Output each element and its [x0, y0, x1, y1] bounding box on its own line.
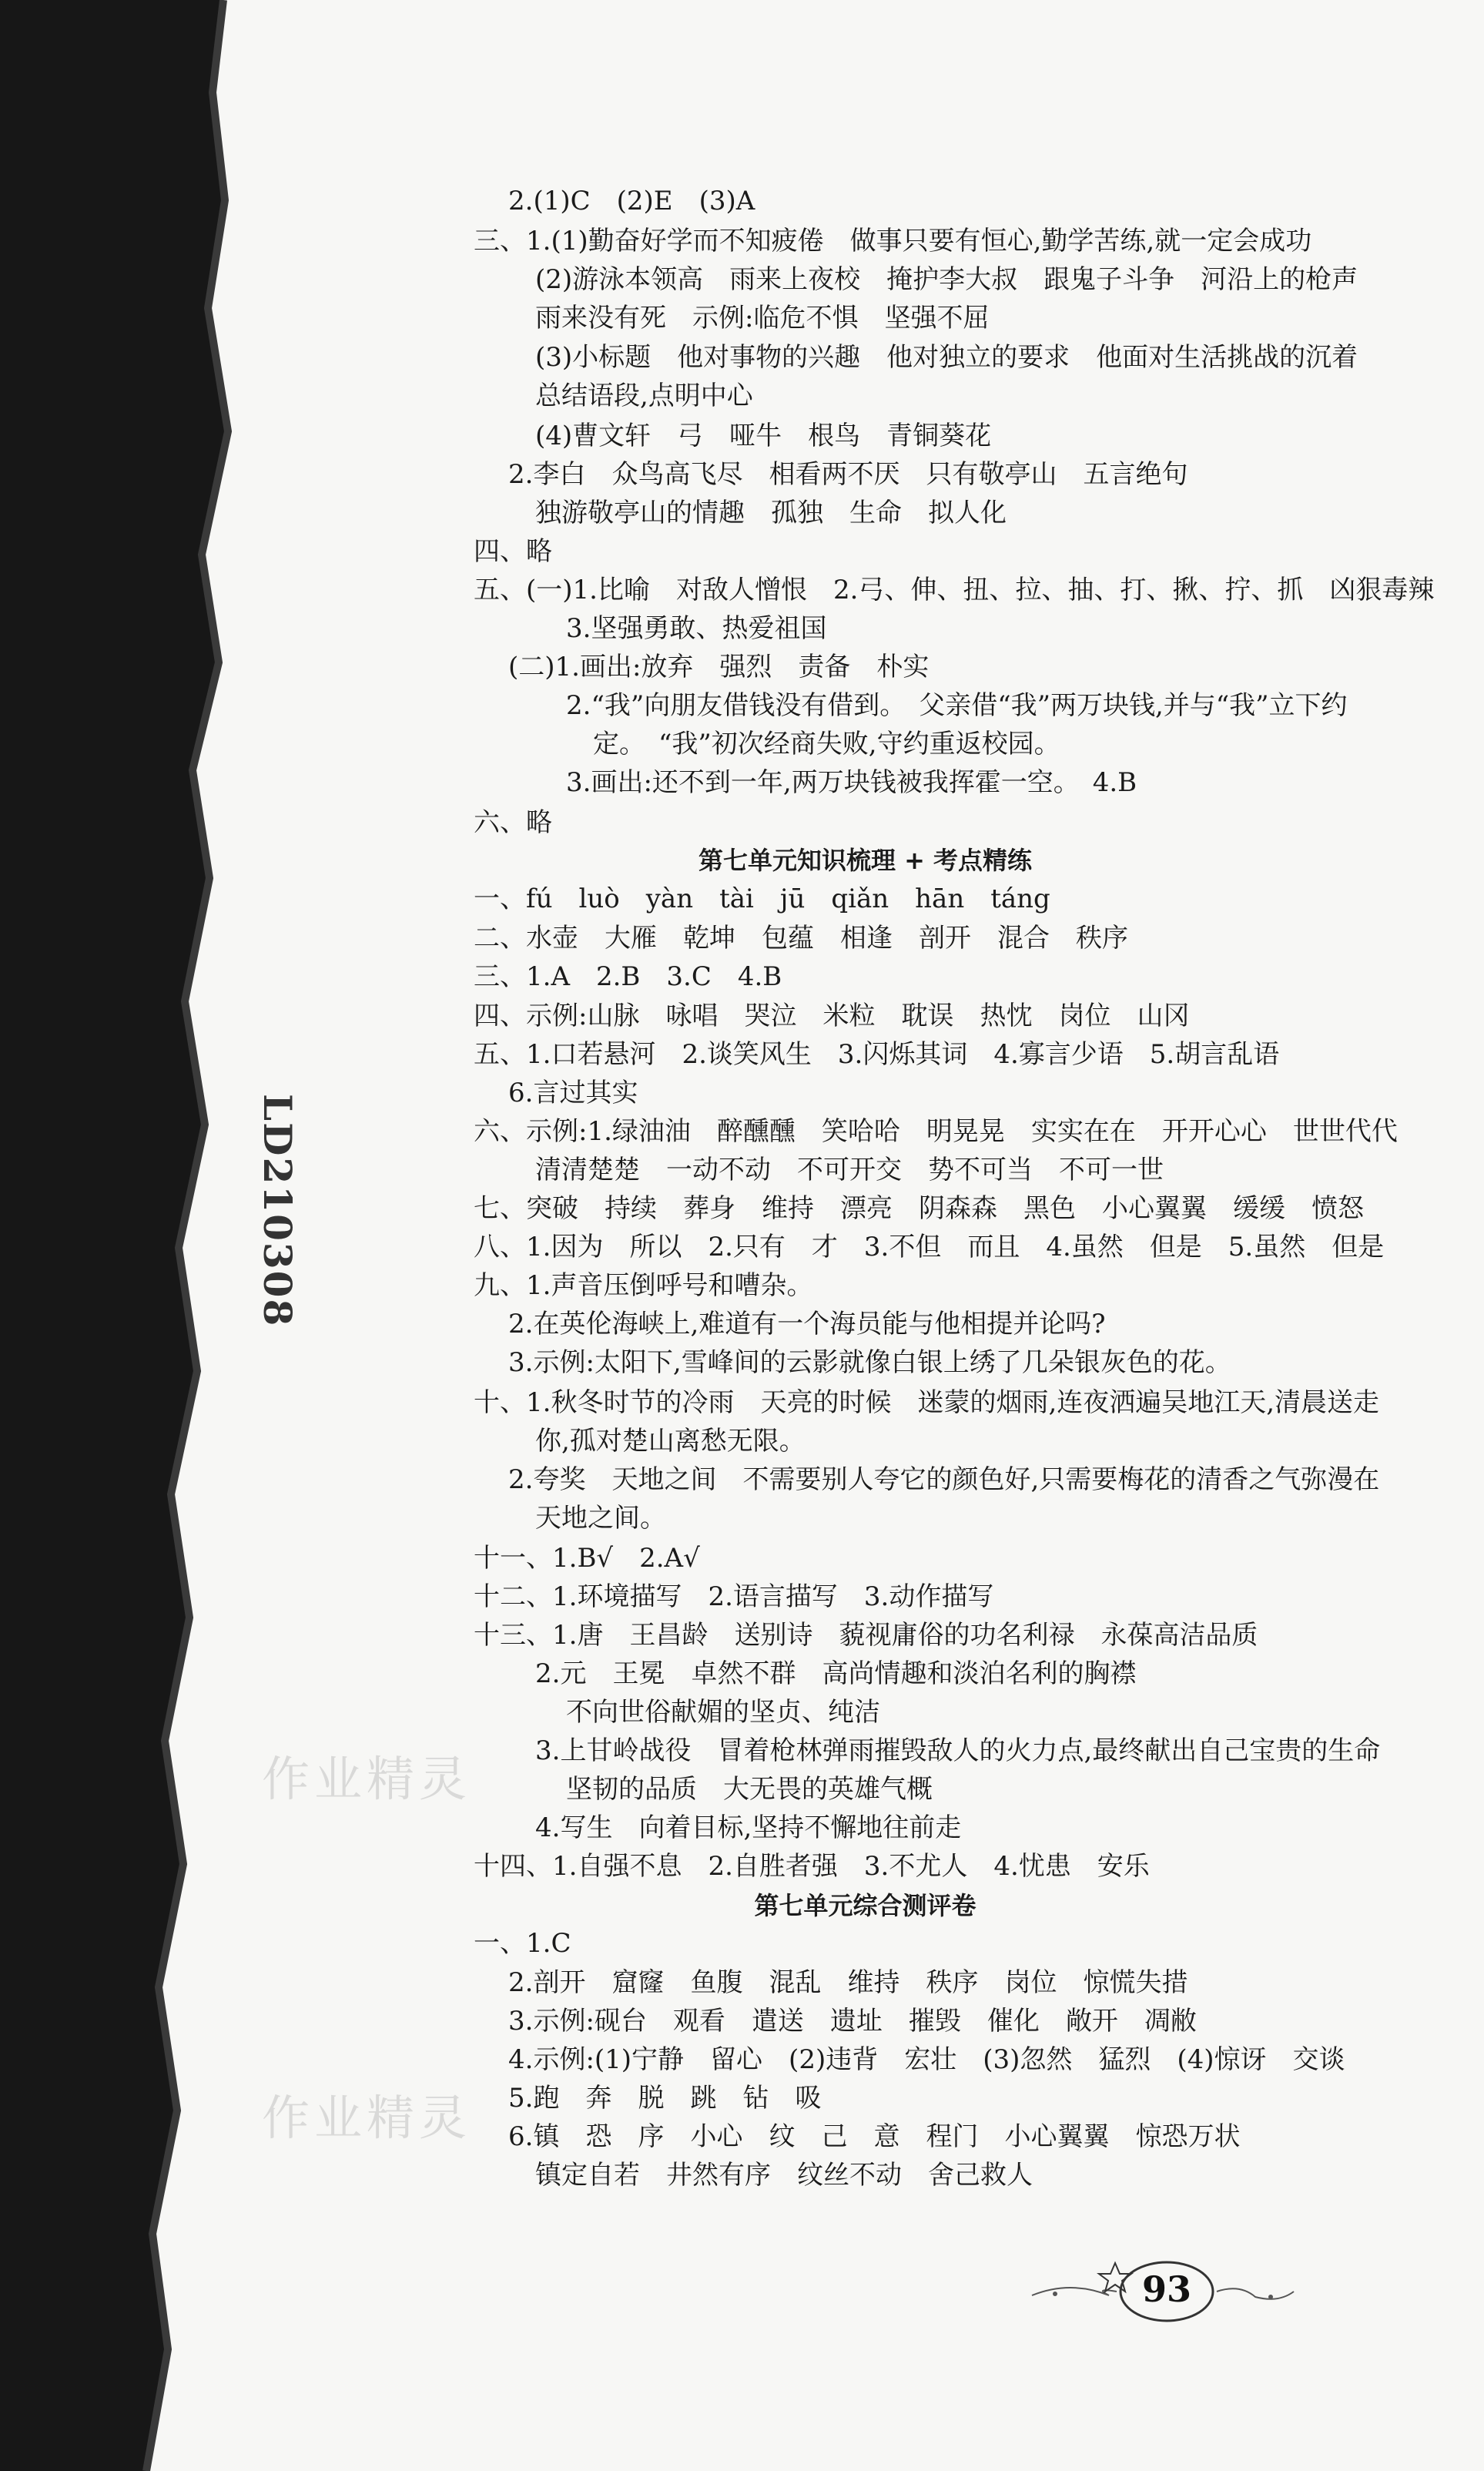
answer-line: 八、1.因为 所以 2.只有 才 3.不但 而且 4.虽然 但是 5.虽然 但是	[474, 1232, 1385, 1262]
watermark: 作业精灵	[262, 1751, 472, 1807]
answer-line: 十一、1.B√ 2.A√	[474, 1543, 700, 1574]
answer-line: 2.(1)C (2)E (3)A	[508, 186, 755, 216]
answer-line: 不向世俗献媚的坚贞、纯洁	[566, 1697, 880, 1728]
answer-line: 一、1.C	[474, 1928, 571, 1959]
answer-line: 你,孤对楚山离愁无限。	[535, 1426, 806, 1457]
answer-line: 2.李白 众鸟高飞尽 相看两不厌 只有敬亭山 五言绝句	[508, 459, 1188, 490]
answer-line: 3.上甘岭战役 冒着枪林弹雨摧毁敌人的火力点,最终献出自己宝贵的生命	[535, 1735, 1381, 1766]
answer-line: 镇定自若 井然有序 纹丝不动 舍己救人	[535, 2160, 1033, 2191]
answer-line: (4)曹文轩 弓 哑牛 根鸟 青铜葵花	[535, 421, 992, 451]
answer-line: 四、示例:山脉 咏唱 哭泣 米粒 耽误 热忱 岗位 山冈	[474, 1001, 1190, 1031]
answer-line: 五、1.口若悬河 2.谈笑风生 3.闪烁其词 4.寡言少语 5.胡言乱语	[474, 1039, 1280, 1070]
answer-line: 六、略	[474, 807, 552, 838]
answer-line: 3.示例:太阳下,雪峰间的云影就像白银上绣了几朵银灰色的花。	[508, 1347, 1231, 1378]
answer-line: 2.剖开 窟窿 鱼腹 混乱 维持 秩序 岗位 惊慌失措	[508, 1967, 1188, 1998]
answer-line: 2.元 王冕 卓然不群 高尚情趣和淡泊名利的胸襟	[535, 1658, 1137, 1689]
answer-line: 三、1.A 2.B 3.C 4.B	[474, 961, 782, 992]
answer-line: 三、1.(1)勤奋好学而不知疲倦 做事只要有恒心,勤学苦练,就一定会成功	[474, 226, 1312, 256]
answer-line: 3.画出:还不到一年,两万块钱被我挥霍一空。 4.B	[566, 767, 1137, 798]
answer-line: 四、略	[474, 536, 552, 567]
answer-line: 总结语段,点明中心	[535, 381, 753, 411]
answer-line: 3.示例:砚台 观看 遣送 遗址 摧毁 催化 敞开 凋敝	[508, 2006, 1197, 2037]
answer-line: (二)1.画出:放弃 强烈 责备 朴实	[508, 652, 930, 682]
answer-line: 雨来没有死 示例:临危不惧 坚强不屈	[535, 303, 990, 334]
side-code: LD210308	[255, 1094, 300, 1328]
torn-binding-edge	[0, 0, 246, 2471]
answer-line: 独游敬亭山的情趣 孤独 生命 拟人化	[535, 498, 1007, 528]
answer-line: 2.在英伦海峡上,难道有一个海员能与他相提并论吗?	[508, 1309, 1106, 1339]
answer-line: 五、(一)1.比喻 对敌人憎恨 2.弓、伸、扭、拉、抽、打、揪、拧、抓 凶狠毒辣	[474, 575, 1435, 605]
answer-line: 七、突破 持续 葬身 维持 漂亮 阴森森 黑色 小心翼翼 缓缓 愤怒	[474, 1193, 1364, 1224]
answer-line: 4.示例:(1)宁静 留心 (2)违背 宏壮 (3)忽然 猛烈 (4)惊讶 交谈	[508, 2044, 1345, 2075]
section-heading: 第七单元知识梳理 + 考点精练	[698, 846, 1033, 875]
answer-line: 定。 “我”初次经商失败,守约重返校园。	[593, 729, 1060, 759]
answer-line: 九、1.声音压倒呼号和嘈杂。	[474, 1270, 813, 1301]
answer-line: 二、水壶 大雁 乾坤 包蕴 相逢 剖开 混合 秩序	[474, 923, 1128, 954]
answer-line: 坚韧的品质 大无畏的英雄气概	[566, 1774, 933, 1805]
page-number: 93	[1141, 2268, 1191, 2310]
watermark: 作业精灵	[262, 2090, 472, 2146]
answer-line: 十、1.秋冬时节的冷雨 天亮的时候 迷蒙的烟雨,连夜洒遍吴地江天,清晨送走	[474, 1387, 1380, 1418]
answer-line: 十三、1.唐 王昌龄 送别诗 藐视庸俗的功名利禄 永葆高洁品质	[474, 1620, 1258, 1651]
answer-line: 4.写生 向着目标,坚持不懈地往前走	[535, 1812, 962, 1843]
answer-line: 6.镇 恐 序 小心 纹 己 意 程门 小心翼翼 惊恐万状	[508, 2121, 1241, 2152]
section-heading: 第七单元综合测评卷	[754, 1891, 976, 1920]
answer-line: 清清楚楚 一动不动 不可开交 势不可当 不可一世	[535, 1155, 1164, 1185]
answer-line: 十二、1.环境描写 2.语言描写 3.动作描写	[474, 1581, 994, 1612]
answer-line: 2.夸奖 天地之间 不需要别人夸它的颜色好,只需要梅花的清香之气弥漫在	[508, 1464, 1380, 1495]
answer-line: 2.“我”向朋友借钱没有借到。 父亲借“我”两万块钱,并与“我”立下约	[566, 690, 1348, 721]
answer-line: 一、fú luò yàn tài jū qiǎn hān táng	[474, 883, 1050, 914]
answer-line: 天地之间。	[535, 1503, 666, 1534]
answer-line: 3.坚强勇敢、热爱祖国	[566, 613, 827, 644]
answer-line: 十四、1.自强不息 2.自胜者强 3.不尤人 4.忧患 安乐	[474, 1851, 1150, 1882]
answer-line: 六、示例:1.绿油油 醉醺醺 笑哈哈 明晃晃 实实在在 开开心心 世世代代	[474, 1116, 1398, 1147]
answer-line: (2)游泳本领高 雨来上夜校 掩护李大叔 跟鬼子斗争 河沿上的枪声	[535, 264, 1358, 295]
answer-line: 6.言过其实	[508, 1078, 638, 1108]
answer-line: (3)小标题 他对事物的兴趣 他对独立的要求 他面对生活挑战的沉着	[535, 342, 1358, 373]
answer-line: 5.跑 奔 脱 跳 钻 吸	[508, 2083, 822, 2114]
